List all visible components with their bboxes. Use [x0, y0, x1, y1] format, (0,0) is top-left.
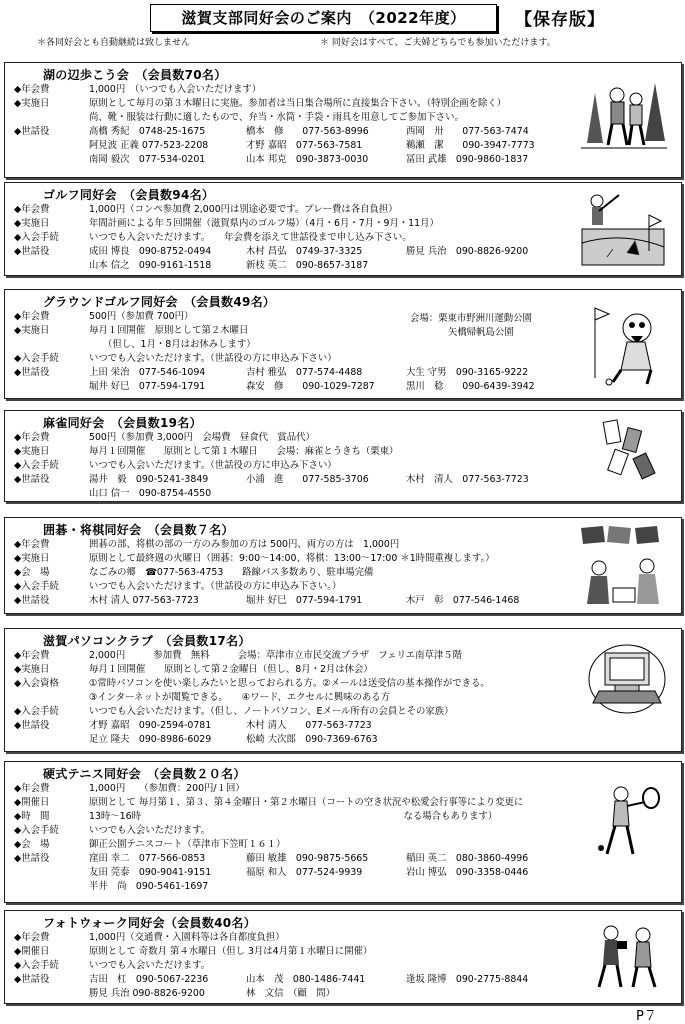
club-section-photo-walk — [4, 910, 682, 1004]
section-rows — [14, 649, 553, 747]
row-label: ◆世話役 — [14, 126, 50, 137]
contact-entry: 稲田 英二 080-3860-4996 — [406, 853, 529, 864]
contact-entry: 木村 清人 077-563-7723 — [89, 595, 199, 606]
row-text: 毎月１回開催 原則として第１木曜日 会場：麻雀とうきち（栗東） — [89, 446, 399, 457]
contact-entry: 堀井 好巳 077-594-1791 — [89, 381, 206, 392]
row-label: ◆年会費 — [14, 783, 50, 794]
row-label: ◆実施日 — [14, 218, 50, 229]
row-label: ◆入会手続 — [14, 960, 59, 971]
contact-entry: 山本 邦克 090-3873-0030 — [246, 154, 369, 165]
section-rows — [14, 782, 553, 894]
contact-entry: 山口 信一 090-8754-4550 — [89, 488, 212, 499]
row-label: ◆実施日 — [14, 446, 50, 457]
row-label: ◆時 間 — [14, 811, 50, 822]
row-text: 囲碁の部、将棋の部の一方のみ参加の方は 500円、両方の方は 1,000円 — [89, 539, 400, 550]
contact-entry: 岩山 博弘 090-3358-0446 — [406, 867, 529, 878]
info-row — [14, 139, 553, 153]
club-section-go-shogi-club — [4, 517, 682, 614]
row-text: 毎月１回開催 原則として第２木曜日 — [89, 325, 249, 336]
venue-secondary: 矢橋帰帆島公園 — [448, 327, 514, 338]
info-row — [14, 217, 553, 231]
contact-entry: 黒川 稔 090-6439-3942 — [406, 381, 535, 392]
walking-club-illustration-icon — [581, 73, 667, 157]
row-text: いつでも入会いただけます。（世話役の方に申込み下さい。） — [89, 581, 342, 592]
row-label: ◆年会費 — [14, 432, 50, 443]
info-row — [14, 796, 553, 810]
row-label: ◆会 場 — [14, 567, 50, 578]
row-label: ◆世話役 — [14, 853, 50, 864]
row-text: いつでも入会いただけます。 年会費を添えて世話役まで申し込み下さい。 — [89, 232, 412, 243]
golf-club-illustration-icon — [577, 191, 667, 275]
contact-entry: 才野 嘉昭 077-563-7581 — [246, 140, 363, 151]
contact-entry: 松崎 大次郎 090-7369-6763 — [246, 734, 378, 745]
info-row — [14, 487, 553, 501]
contact-entry: 勝見 兵治 090-8826-9200 — [89, 988, 205, 999]
note-couples: ＊ 同好会はすべて、ご夫婦どちらでも参加いただけます。 — [320, 38, 556, 48]
row-label: ◆入会手続 — [14, 581, 59, 592]
info-row — [14, 852, 553, 866]
contact-entry: 逢坂 隆博 090-2775-8844 — [406, 974, 529, 985]
contact-entry: 窪田 幸二 077-566-0853 — [89, 853, 206, 864]
contact-entry: 湯井 毅 090-5241-3849 — [89, 474, 209, 485]
row-text: 尚、靴・服装は行動に適したもので、弁当・水筒・手袋・雨具を用意してご参加下さい。 — [89, 112, 464, 123]
row-label: ◆開催日 — [14, 946, 50, 957]
page-title: 滋賀支部同好会のご案内 （2022年度） — [150, 4, 497, 32]
info-row — [14, 473, 553, 487]
row-text: 500円（参加費 3,000円 会場費 昼食代 賞品代） — [89, 432, 315, 443]
contact-entry: 山本 茂 080-1486-7441 — [246, 974, 366, 985]
info-row — [14, 83, 553, 97]
mahjong-club-illustration-icon — [597, 417, 667, 491]
row-label: ◆世話役 — [14, 246, 50, 257]
row-text: いつでも入会いただけます。（世話役の方に申込み下さい） — [89, 353, 337, 364]
info-row — [14, 663, 553, 677]
save-badge: 【保存版】 — [515, 10, 605, 30]
info-row — [14, 125, 553, 139]
row-text: 1,000円 （いつでも入会いただけます） — [89, 84, 262, 95]
row-text: 500円（参加費 700円） — [89, 311, 194, 322]
row-label: ◆実施日 — [14, 664, 50, 675]
contact-entry: 半井 尚 090-5461-1697 — [89, 881, 209, 892]
row-text: なごみの郷 ☎077-563-4753 路線バス多数あり、駐車場完備 — [89, 567, 374, 578]
go-shogi-club-illustration-icon — [577, 522, 667, 614]
row-label: ◆入会資格 — [14, 678, 59, 689]
section-rows — [14, 538, 553, 608]
venue-primary: 会場：栗東市野洲川運動公園 — [410, 313, 532, 324]
contact-entry: 吉村 雅弘 077-574-4488 — [246, 367, 363, 378]
section-rows — [14, 203, 553, 273]
row-text: 年間計画による年５回開催（滋賀県内のゴルフ場）（4月・6月・7月・9月・11月） — [89, 218, 439, 229]
info-row — [14, 352, 553, 366]
contact-entry: 才野 嘉昭 090-2594-0781 — [89, 720, 212, 731]
row-label: ◆入会手続 — [14, 460, 59, 471]
contact-entry: 小浦 進 077-585-3706 — [246, 474, 369, 485]
contact-entry: 藤田 敏雄 090-9875-5665 — [246, 853, 369, 864]
section-rows — [14, 931, 553, 1001]
contact-entry: 堀井 好巳 077-594-1791 — [246, 595, 363, 606]
row-text: 13時～16時 なる場合もあります） — [89, 811, 498, 822]
club-section-walking-club — [4, 62, 682, 178]
section-title: 湖の辺歩こう会 （会員数70名） — [43, 68, 227, 82]
section-rows — [14, 431, 553, 501]
row-text: （但し、1月・8月はお休みします） — [89, 339, 256, 350]
info-row — [14, 959, 553, 973]
contact-entry: 森安 修 090-1029-7287 — [246, 381, 375, 392]
row-label: ◆開催日 — [14, 797, 50, 808]
contact-entry: 山本 信之 090-9161-1518 — [89, 260, 212, 271]
photo-walk-illustration-icon — [587, 921, 667, 995]
info-row — [14, 649, 553, 663]
contact-entry: 西岡 卅 077-563-7474 — [406, 126, 529, 137]
info-row — [14, 566, 553, 580]
club-section-pc-club — [4, 628, 682, 752]
section-title: 麻雀同好会 （会員数19名） — [43, 416, 202, 430]
contact-entry: 林 文信 （顧 問） — [246, 988, 336, 999]
contact-entry: 吉田 杠 090-5067-2236 — [89, 974, 209, 985]
info-row — [14, 594, 553, 608]
section-title: グラウンドゴルフ同好会 （会員数49名） — [43, 295, 276, 309]
row-text: 2,000円 参加費 無料 会場：草津市立市民交流プラザ フェリエ南草津５階 — [89, 650, 463, 661]
info-row — [14, 245, 553, 259]
info-row — [14, 866, 553, 880]
row-text: ①常時パソコンを使い楽しみたいと思っておられる方。②メールは送受信の基本操作ができる。 — [89, 678, 490, 689]
row-label: ◆年会費 — [14, 84, 50, 95]
row-label: ◆世話役 — [14, 595, 50, 606]
info-row — [14, 203, 553, 217]
contact-entry: 木村 清人 077-563-7723 — [406, 474, 529, 485]
info-row — [14, 538, 553, 552]
club-section-mahjong-club — [4, 410, 682, 502]
info-row — [14, 838, 553, 852]
row-text: いつでも入会いただけます。 — [89, 960, 211, 971]
contact-entry: 木村 昌弘 0749-37-3325 — [246, 246, 363, 257]
row-label: ◆入会手続 — [14, 353, 59, 364]
row-text: 1,000円 （参加費：200円/１回） — [89, 783, 245, 794]
contact-entry: 足立 隆夫 090-8986-6029 — [89, 734, 212, 745]
row-text: 1,000円（コンペ参加費 2,000円は別途必要です。プレー費は各自負担） — [89, 204, 398, 215]
contact-entry: 上田 栄治 077-546-1094 — [89, 367, 206, 378]
page-number: P７ — [636, 1009, 657, 1024]
contact-entry: 阿見波 正義 077-523-2208 — [89, 140, 209, 151]
info-row — [14, 782, 553, 796]
contact-entry: 鵜瀬 潔 090-3947-7773 — [406, 140, 535, 151]
pc-club-illustration-icon — [587, 639, 667, 723]
info-row — [14, 719, 553, 733]
info-row — [14, 431, 553, 445]
info-row — [14, 931, 553, 945]
info-row — [14, 705, 553, 719]
info-row — [14, 733, 553, 747]
info-row — [14, 810, 553, 824]
row-text: 御正公園テニスコート（草津市下笠町１６１） — [89, 839, 286, 850]
info-row — [14, 987, 553, 1001]
row-text: 原則として最終週の火曜日（囲碁：9:00～14:00、将棋：13:00～17:00 ＊1時間重複します。） — [89, 553, 495, 564]
contact-entry: 橋本 修 077-563-8996 — [246, 126, 369, 137]
info-row — [14, 366, 553, 380]
contact-entry: 高橋 秀紀 0748-25-1675 — [89, 126, 206, 137]
row-label: ◆年会費 — [14, 539, 50, 550]
row-text: いつでも入会いただけます。（但し、ノートパソコン、Eメール所有の会員とその家族） — [89, 706, 454, 717]
contact-entry: 木戸 彰 077-546-1468 — [406, 595, 520, 606]
info-row — [14, 380, 553, 394]
section-title: フォトウォーク同好会（会員数40名） — [43, 916, 257, 930]
info-row — [14, 973, 553, 987]
contact-entry: 成田 博良 090-8752-0494 — [89, 246, 212, 257]
row-label: ◆年会費 — [14, 204, 50, 215]
info-row — [14, 153, 553, 167]
info-row — [14, 97, 553, 111]
row-text: 1,000円（交通費・入園料等は各自都度負担） — [89, 932, 285, 943]
info-row — [14, 824, 553, 838]
contact-entry: 福原 和人 077-524-9939 — [246, 867, 363, 878]
row-label: ◆世話役 — [14, 720, 50, 731]
club-section-golf-club — [4, 182, 682, 276]
info-row — [14, 945, 553, 959]
note-auto-renewal: ＊各同好会とも自動継続は致しません — [37, 38, 191, 48]
row-label: ◆世話役 — [14, 974, 50, 985]
row-text: ③インターネットが閲覧できる。 ④ワード、エクセルに興味のある方 — [89, 692, 391, 703]
section-title: 硬式テニス同好会 （会員数２０名） — [43, 767, 246, 781]
info-row — [14, 580, 553, 594]
contact-entry: 南岡 毅次 077-534-0201 — [89, 154, 206, 165]
contact-entry: 友田 莞泰 090-9041-9151 — [89, 867, 212, 878]
section-title: 囲碁・将棋同好会 （会員数７名） — [43, 523, 234, 537]
row-text: いつでも入会いただけます。 — [89, 825, 211, 836]
row-label: ◆世話役 — [14, 474, 50, 485]
ground-golf-illustration-icon — [587, 298, 667, 392]
club-section-ground-golf — [4, 289, 682, 399]
row-label: ◆実施日 — [14, 98, 50, 109]
row-label: ◆年会費 — [14, 311, 50, 322]
row-label: ◆実施日 — [14, 325, 50, 336]
info-row — [14, 677, 553, 691]
row-label: ◆年会費 — [14, 932, 50, 943]
row-label: ◆入会手続 — [14, 232, 59, 243]
info-row — [14, 111, 553, 125]
section-rows — [14, 83, 553, 167]
row-label: ◆入会手続 — [14, 825, 59, 836]
section-title: 滋賀パソコンクラブ （会員数17名） — [43, 634, 251, 648]
row-label: ◆会 場 — [14, 839, 50, 850]
info-row — [14, 552, 553, 566]
info-row — [14, 445, 553, 459]
info-row — [14, 691, 553, 705]
info-row — [14, 459, 553, 473]
row-text: 原則として毎月の第３木曜日に実施。参加者は当日集合場所に直接集合下さい。（特別企画を除く） — [89, 98, 507, 109]
contact-entry: 木村 清人 077-563-7723 — [246, 720, 372, 731]
tennis-club-illustration-icon — [587, 782, 667, 866]
row-text: いつでも入会いただけます。（世話役の方に申込み下さい） — [89, 460, 337, 471]
club-section-tennis-club — [4, 761, 682, 903]
row-text: 原則として 奇数月 第４水曜日（但し 3月は4月第１水曜日に開催） — [89, 946, 373, 957]
section-title: ゴルフ同好会 （会員数94名） — [43, 188, 215, 202]
row-label: ◆入会手続 — [14, 706, 59, 717]
info-row — [14, 231, 553, 245]
row-label: ◆年会費 — [14, 650, 50, 661]
row-text: 毎月１回開催 原則として第２金曜日（但し、8月・2月は休会） — [89, 664, 373, 675]
row-label: ◆実施日 — [14, 553, 50, 564]
info-row — [14, 259, 553, 273]
row-label: ◆世話役 — [14, 367, 50, 378]
contact-entry: 冨田 武雄 090-9860-1837 — [406, 154, 529, 165]
contact-entry: 勝見 兵治 090-8826-9200 — [406, 246, 529, 257]
contact-entry: 大生 守男 090-3165-9222 — [406, 367, 529, 378]
contact-entry: 新枝 英二 090-8657-3187 — [246, 260, 369, 271]
info-row — [14, 338, 553, 352]
info-row — [14, 880, 553, 894]
page-header — [0, 4, 685, 32]
row-text: 原則として 毎月第１、第３、第４金曜日・第２水曜日（コートの空き状況や松愛会行事等により変更に — [89, 797, 524, 808]
